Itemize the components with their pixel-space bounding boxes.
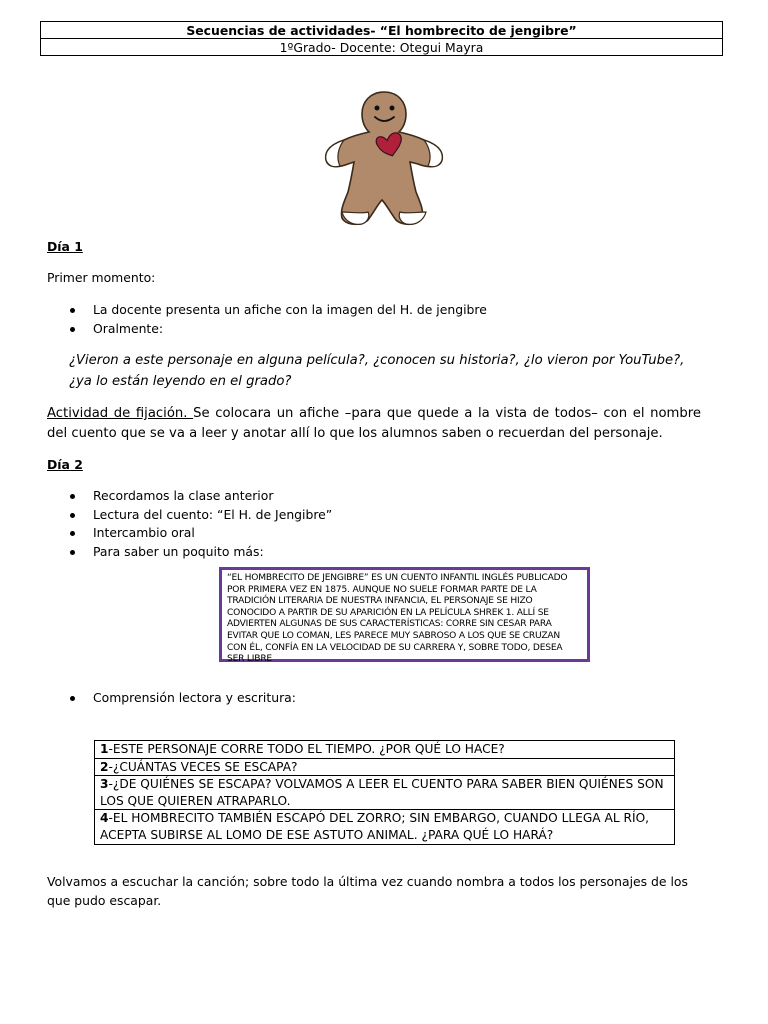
question-number: 3	[100, 777, 109, 792]
question-number: 1	[100, 742, 109, 756]
list-item: Para saber un poquito más:	[47, 543, 332, 562]
day1-bullet-list	[47, 301, 487, 338]
day2-bullet-list	[47, 487, 332, 561]
document-subtitle: 1ºGrado- Docente: Otegui Mayra	[41, 39, 723, 56]
list-item: La docente presenta un afiche con la imagen del H. de jengibre	[47, 301, 487, 320]
day2-heading: Día 2	[47, 457, 83, 472]
list-item: Recordamos la clase anterior	[47, 487, 332, 506]
question-text: -EL HOMBRECITO TAMBIÉN ESCAPÓ DEL ZORRO; SIN EMBARGO, CUANDO LLEGA AL RÍO, ACEPTA SUBIRSE AL LOMO DE ESE ASTUTO ANIMAL. ¿PARA QUÉ LO HARÁ?	[100, 811, 650, 842]
comprehension-list	[47, 689, 296, 708]
info-box: “EL HOMBRECITO DE JENGIBRE” ES UN CUENTO INFANTIL INGLÉS PUBLICADO POR PRIMERA VEZ EN 1875. AUNQUE NO SUELE FORMAR PARTE DE LA TRADICIÓN LITERARIA DE NUESTRA INFANCIA, EL PERSONAJE SE HIZO CONOCIDO A PARTIR DE SU APARICIÓN EN LA PELÍCULA SHREK 1. ALLÍ SE ADVIERTEN ALGUNAS DE SUS CARACTERÍSTICAS: CORRE SIN CESAR PARA EVITAR QUE LO COMAN, LES PARECE MUY SABROSO A LOS QUE SE CRUZAN CON ÉL, CONFÍA EN LA VELOCIDAD DE SU CARRERA Y, SOBRE TODO, DESEA SER LIBRE	[219, 567, 590, 662]
gingerbread-man-icon	[322, 88, 446, 228]
list-item: Lectura del cuento: “El H. de Jengibre”	[47, 506, 332, 525]
fixation-text: Se colocara un afiche –para que quede a la vista de todos– con el nombre del cuento que se va a leer y anotar allí lo que los alumnos saben o recuerdan del personaje.	[47, 406, 702, 441]
fixation-label: Actividad de fijación.	[47, 406, 194, 421]
question-number: 4	[100, 811, 109, 826]
question-text: -¿CUÁNTAS VECES SE ESCAPA?	[108, 759, 298, 774]
question-text: -ESTE PERSONAJE CORRE TODO EL TIEMPO. ¿POR QUÉ LO HACE?	[108, 742, 505, 756]
table-row	[95, 741, 675, 759]
day1-heading: Día 1	[47, 239, 83, 254]
list-item: Oralmente:	[47, 320, 487, 339]
header-table	[40, 21, 723, 56]
questions-table	[94, 740, 675, 845]
table-row	[95, 810, 675, 844]
question-text: -¿DE QUIÉNES SE ESCAPA? VOLVAMOS A LEER EL CUENTO PARA SABER BIEN QUIÉNES SON LOS QUE QUIEREN ATRAPARLO.	[100, 777, 664, 808]
list-item: Comprensión lectora y escritura:	[47, 689, 296, 708]
oral-questions: ¿Vieron a este personaje en alguna película?, ¿conocen su historia?, ¿lo vieron por YouTube?, ¿ya lo están leyendo en el grado?	[69, 353, 685, 389]
fixation-activity	[47, 404, 701, 444]
table-row	[95, 776, 675, 810]
list-item: Intercambio oral	[47, 524, 332, 543]
moment-label: Primer momento:	[47, 270, 156, 285]
table-row	[95, 758, 675, 776]
closing-paragraph: Volvamos a escuchar la canción; sobre todo la última vez cuando nombra a todos los personajes de los que pudo escapar.	[47, 874, 688, 908]
document-title: Secuencias de actividades- “El hombrecito de jengibre”	[41, 22, 723, 39]
question-number: 2	[100, 759, 109, 774]
